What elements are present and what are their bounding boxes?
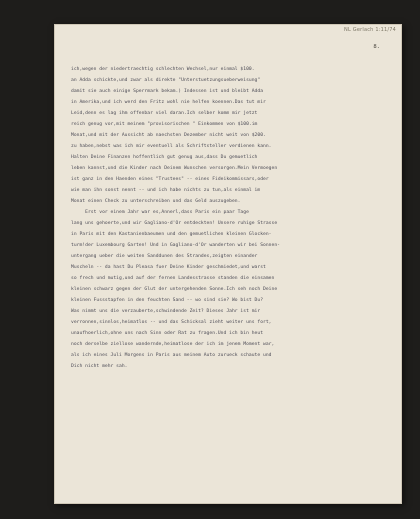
text-line: Dich nicht mehr sah.	[71, 364, 128, 369]
text-line: turm!der Luxembourg Garten! Und in Gagliano-d'Or wanderten wir bei Sonnen-	[71, 243, 280, 248]
text-line: Erst vor einem Jahr war es,Annerl,dass Paris ein paar Tage	[71, 210, 249, 215]
text-line: kleinen Fussstapfen in den feuchten Sand -- wo sind sie? Wo bist Du?	[71, 298, 264, 303]
text-line: unaufhoerlich,ohne uns nach Sinn oder Rat zu fragen.Und ich bin heut	[71, 331, 264, 336]
text-line: wie man ihn sonst nennt -- und ich habe nichts zu tun,als einmal im	[71, 188, 261, 193]
text-line: Leid,denn es lag ihm offenbar viel daran.Ich selber komm mir jetzt	[71, 111, 258, 116]
text-line: als ich eines Juli Morgens in Paris aus meinem Auto zurueck schaute und	[71, 353, 272, 358]
text-line: ich,wegen der niedertraechtig schlechten Wechsel,nur einmal $100.	[71, 67, 255, 72]
text-line: Was nimmt uns die verzauberte,schwindende Zeit? Dieses Jahr ist mir	[71, 309, 261, 314]
text-line: noch derselbe ziellose wandernde,heimatlose der ich im jenem Moment war,	[71, 342, 275, 347]
text-line: untergang ueber die weiten Sanddunen des Strandes,zeigten einander	[71, 254, 258, 259]
text-line: Monat,und mit der Aussicht ab naechsten Dezember nicht weit von $200.	[71, 133, 266, 138]
text-line: verronnen,sinnlos,heimatlos -- und das Schicksal zieht weiter uns fort,	[71, 320, 272, 325]
text-line: zu haben,nebst was ich mir eventuell als Schriftsteller verdienen kann.	[71, 144, 272, 149]
text-line: an Adda schickte,und zwar als direkte "Unterstuetzungsueberweisung"	[71, 78, 261, 83]
letter-body	[71, 64, 393, 372]
text-line: kleinen schwarz gegen der Glut der untergehenden Sonne.Ich seh noch Deine	[71, 287, 278, 292]
text-line: ist ganz in den Haenden eines "Trustees" -- eines Fideikommissars,oder	[71, 177, 269, 182]
text-line: Monat einen Check zu unterschreiben und das Geld auszugeben.	[71, 199, 241, 204]
text-line: lang uns gehoerte,und wir Gagliano-d'Or entdeckten! Unsere ruhige Strasse	[71, 221, 278, 226]
text-line: so frech und mutig,und auf der fernen Landesstrasse standen die einsamen	[71, 276, 275, 281]
archive-reference: NL Gerlach 1:11/74	[344, 27, 396, 33]
page-number: 8.	[373, 44, 380, 50]
text-line: Halten Deine Finanzen hoffentlich gut genug aus,dass Du gemuetlich	[71, 155, 258, 160]
letter-page	[54, 24, 402, 504]
text-line: damit sie auch einige Sperrmark bekam.) Indessen ist und bleibt Adda	[71, 89, 264, 94]
text-line: leben kannst,und die Kinder nach Deinem Wunschen versorgen.Mein Vermoegen	[71, 166, 278, 171]
text-line: reich genug vor,mit meinem "provisorischen " Einkommen von $100.im	[71, 122, 258, 127]
text-line: in Paris mit den Kastanienbaeumen und den gemuetlichen kleinen Glocken-	[71, 232, 272, 237]
text-line: Muscheln -- da hast Du Pleasa fuer Deine Kinder geschmiedet,und warst	[71, 265, 266, 270]
text-line: in Amerika,und ich werd den Fritz wohl nie helfen koennen.Das tut mir	[71, 100, 266, 105]
